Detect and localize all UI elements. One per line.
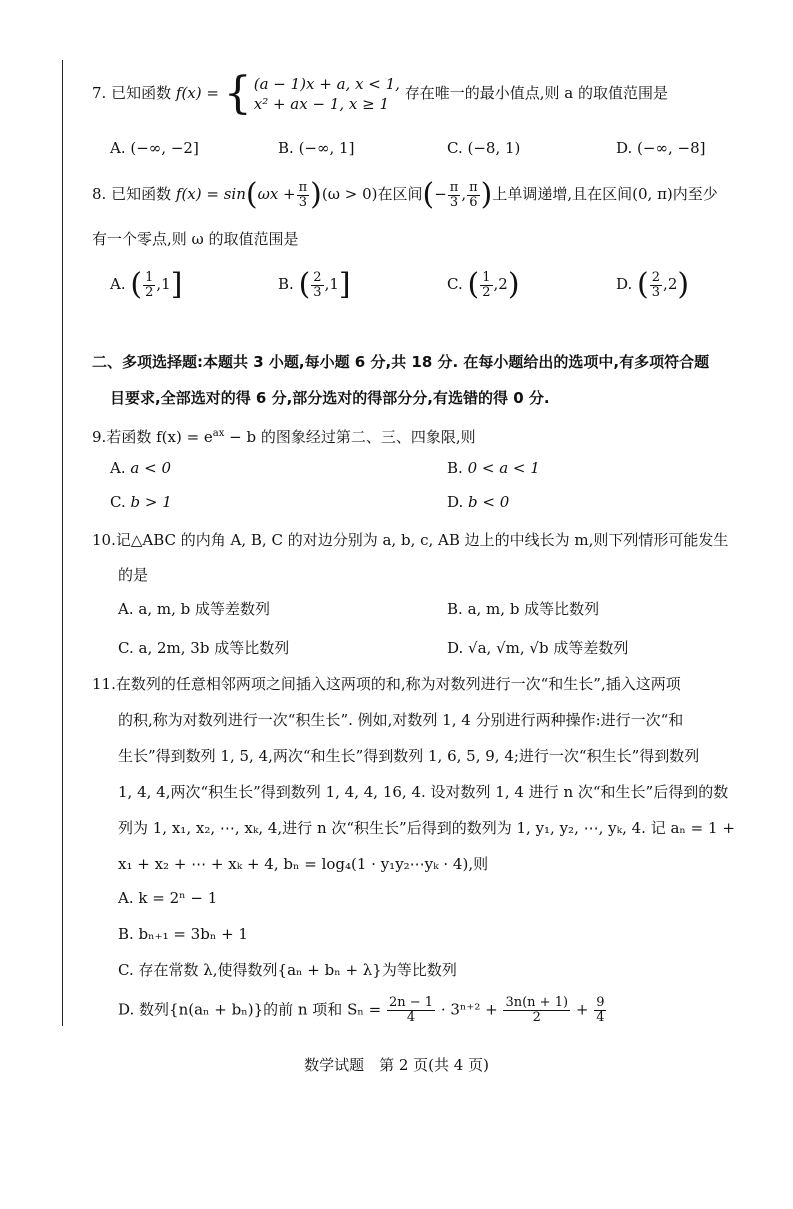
q11-option-b[interactable]: B. bₙ₊₁ = 3bₙ + 1 — [118, 925, 248, 943]
question-11-line-4: 1, 4, 4,两次“积生长”得到数列 1, 4, 4, 16, 4. 设对数列 1, 4 进行 n 次“和生长”后得到的数 — [118, 783, 729, 801]
fraction-3n-n1-over-2: $\frac{3n(n + 1)}{2}$ — [505, 995, 569, 1025]
q8-option-c[interactable]: C. ( $\frac{1}{2}$ ,2) — [447, 267, 520, 302]
case-1: (a − 1)x + a, x < 1, — [253, 75, 400, 93]
fraction-2n-1-over-4: $\frac{2n - 1}{4}$ — [388, 995, 434, 1025]
brace-icon: { — [223, 68, 252, 119]
q9-option-d[interactable]: D. b < 0 — [447, 493, 510, 511]
section-2-heading-line-2: 目要求,全部选对的得 6 分,部分选对的得部分分,有选错的得 0 分. — [110, 389, 550, 407]
q10-option-d[interactable]: D. √a, √m, √b 成等差数列 — [447, 639, 629, 657]
question-number: 8. — [92, 185, 107, 203]
q8-option-b[interactable]: B. ( $\frac{2}{3}$ ,1] — [278, 267, 351, 302]
question-11-line-6: x₁ + x₂ + ⋯ + xₖ + 4, bₙ = log₄(1 · y₁y₂⋯yₖ · 4),则 — [118, 855, 489, 873]
piecewise-function — [223, 68, 400, 119]
q10-option-c[interactable]: C. a, 2m, 3b 成等比数列 — [118, 639, 290, 657]
q8-option-d[interactable]: D. ( $\frac{2}{3}$ ,2) — [616, 267, 690, 302]
q11-option-d[interactable]: D. 数列{n(aₙ + bₙ)}的前 n 项和 Sₙ = $\frac{2n - 1}{4}$ · 3ⁿ⁺² + $\frac{3n(n + 1)}{2}$ + $\frac{9}{4}$ — [118, 995, 605, 1025]
page-footer: 数学试题 第 2 页(共 4 页) — [304, 1056, 489, 1074]
fraction-pi-over-6: $\frac{\pi}{6}$ — [469, 179, 478, 210]
question-11: 11.在数列的任意相邻两项之间插入这两项的和,称为对数列进行一次“和生长”,插入这两项 — [92, 675, 681, 693]
q11-option-a[interactable]: A. k = 2ⁿ − 1 — [118, 889, 218, 907]
q10-option-a[interactable]: A. a, m, b 成等差数列 — [118, 600, 271, 618]
question-7: 7. 已知函数 f(x) = { (a − 1)x + a, x < 1, x² + ax − 1, x ≥ 1 存在唯一的最小值点,则 a 的取值范围是 — [92, 68, 668, 119]
fraction-9-over-4: $\frac{9}{4}$ — [596, 995, 605, 1025]
q9-option-a[interactable]: A. a < 0 — [110, 459, 171, 477]
q11-option-c[interactable]: C. 存在常数 λ,使得数列{aₙ + bₙ + λ}为等比数列 — [118, 961, 457, 979]
question-8-line-2: 有一个零点,则 ω 的取值范围是 — [92, 230, 299, 248]
question-number: 11. — [92, 675, 116, 693]
q8-option-a[interactable]: A. ( $\frac{1}{2}$ ,1] — [110, 267, 183, 302]
q9-option-c[interactable]: C. b > 1 — [110, 493, 172, 511]
case-2: x² + ax − 1, x ≥ 1 — [253, 95, 390, 113]
question-11-line-2: 的积,称为对数列进行一次“积生长”. 例如,对数列 1, 4 分别进行两种操作:进行一次“和 — [118, 711, 684, 729]
fraction-neg-pi-over-3: $\frac{\pi}{3}$ — [449, 179, 459, 210]
q7-option-b[interactable]: B. (−∞, 1] — [278, 139, 355, 157]
question-9: 9.若函数 $f(x) = e^{ax} - b$ 的图象经过第二、三、四象限,则 — [92, 428, 476, 446]
question-11-line-3: 生长”得到数列 1, 5, 4,两次“和生长”得到数列 1, 6, 5, 9, 4;进行一次“积生长”得到数列 — [118, 747, 700, 765]
question-number: 10. — [92, 531, 116, 549]
q7-option-a[interactable]: A. (−∞, −2] — [110, 139, 199, 157]
question-number: 7. — [92, 84, 107, 102]
q10-option-b[interactable]: B. a, m, b 成等比数列 — [447, 600, 600, 618]
section-2-heading: 二、多项选择题:本题共 3 小题,每小题 6 分,共 18 分. 在每小题给出的选项中,有多项符合题 — [92, 353, 710, 371]
question-10: 10.记△ABC 的内角 A, B, C 的对边分别为 a, b, c, AB 边上的中线长为 m,则下列情形可能发生 — [92, 531, 729, 549]
question-8: 8. 已知函数 f(x) = sin(ωx + $\frac{\pi}{3}$ )(ω > 0)在区间(− $\frac{\pi}{3}$ , $\frac{\pi}{6}$ )上单调递增,且在区间(0, π)内至少 — [92, 177, 718, 212]
q7-option-c[interactable]: C. (−8, 1) — [447, 139, 521, 157]
q9-option-b[interactable]: B. 0 < a < 1 — [447, 459, 540, 477]
binding-margin-line — [62, 60, 63, 1026]
question-number: 9. — [92, 428, 107, 446]
question-10-line-2: 的是 — [118, 566, 149, 584]
fraction-pi-over-3: $\frac{\pi}{3}$ — [298, 179, 308, 210]
question-11-line-5: 列为 1, x₁, x₂, ⋯, xₖ, 4,进行 n 次“积生长”后得到的数列为 1, y₁, y₂, ⋯, yₖ, 4. 记 aₙ = 1 + — [118, 819, 735, 837]
q7-option-d[interactable]: D. (−∞, −8] — [616, 139, 706, 157]
